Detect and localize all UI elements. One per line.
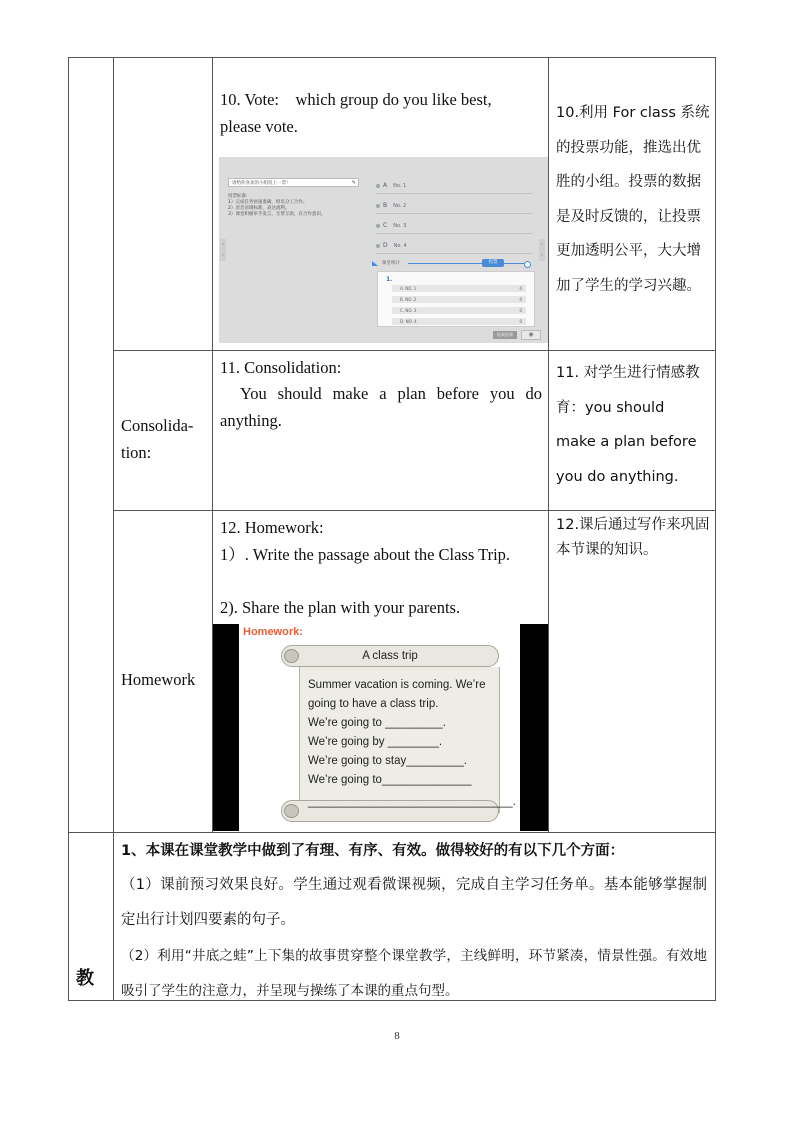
reflection-paragraph-2: （2）利用“井底之蛙”上下集的故事贯穿整个课堂教学，主线鲜明，环节紧凑，情景性强。有效地吸引了学生的注意力，并呈现与操练了本课的重点句型。 [121, 948, 707, 999]
vote-option: D No. 4 [376, 239, 532, 254]
vote-question-bar [228, 178, 359, 187]
homework-item-2: 2). Share the plan with your parents. [220, 598, 461, 617]
prev-arrow-icon: ‹ › [221, 241, 225, 259]
consolidation-body: You should make a plan before you do anything. [220, 384, 542, 430]
homework-note: 12.课后通过写作来巩固本节课的知识。 [556, 517, 710, 558]
vote-option: C No. 3 [376, 219, 532, 234]
vote-step-text: 10. Vote: which group do you like best, please vote. [220, 90, 492, 136]
stats-button: 投票 [482, 259, 504, 267]
next-arrow-icon: ‹ › [540, 241, 544, 259]
stats-knob [524, 261, 531, 268]
vote-results [377, 271, 535, 327]
reflection-side-char: 教 [76, 968, 94, 989]
vote-option: A No. 1 [376, 179, 532, 194]
stats-icon [372, 261, 378, 266]
page-number: 8 [394, 1030, 400, 1042]
scroll-curl-icon [284, 804, 299, 818]
result-row: D. NO. 4 0 [392, 318, 526, 325]
homework-item-1: 1）. Write the passage about the Class Trip. [220, 545, 511, 564]
scroll-line: We’re going to______________ [308, 774, 472, 786]
reflection-heading: 1、本课在课堂教学中做到了有理、有序、有效。做得较好的有以下几个方面： [121, 843, 625, 859]
vote-screenshot [219, 157, 548, 343]
scroll-line: We’re going by ________. [308, 736, 443, 748]
result-row: B. NO. 2 0 [392, 296, 526, 303]
vote-note: 10.利用 For class 系统的投票功能，推选出优胜的小组。投票的数据是及时反馈的，让投票更加透明公平，大大增加了学生的学习兴趣。 [556, 105, 710, 294]
eye-icon: ◉ [521, 330, 541, 340]
radio-icon [376, 204, 380, 208]
radio-icon [376, 224, 380, 228]
stats-label: 课堂统计 [382, 261, 400, 266]
homework-title: 12. Homework: [220, 518, 324, 537]
homework-stage-label: Homework [121, 670, 196, 689]
scroll-line: We’re going to stay_________. [308, 755, 467, 767]
homework-slide-heading: Homework: [243, 626, 303, 638]
homework-screenshot [213, 624, 548, 831]
edit-icon: ✎ [351, 180, 356, 186]
radio-icon [376, 244, 380, 248]
end-vote-button: 结束投票 [493, 331, 517, 339]
scroll-top [281, 645, 499, 667]
vote-question: 请给你喜欢的小组投上一票！ [232, 181, 291, 186]
scroll-title: A class trip [362, 650, 418, 662]
vote-rules: 投票标准: 1）完成任务快速准确，组员分工合作。 2）语音语调标准，表达流利。 3）课堂积极举手发言，互帮互助，有合作意识。 [228, 194, 326, 217]
homework-slide [239, 624, 520, 831]
radio-icon [376, 184, 380, 188]
reflection-paragraph-1: （1）课前预习效果良好。学生通过观看微课视频，完成自主学习任务单。基本能够掌握制定出行计划四要素的句子。 [121, 877, 707, 928]
result-row: A. NO. 1 0 [392, 285, 526, 292]
consolidation-note: 11. 对学生进行情感教育：you should make a plan before you do anything. [556, 365, 700, 485]
stats-bar [372, 259, 532, 269]
result-row: C. NO. 3 0 [392, 307, 526, 314]
scroll-line: Summer vacation is coming. We’re [308, 679, 486, 691]
scroll-line: going to have a class trip. [308, 698, 439, 710]
consolidation-stage-label: Consolida-tion: [121, 416, 194, 462]
scroll-line: We’re going to _________. [308, 717, 446, 729]
consolidation-title: 11. Consolidation: [220, 358, 342, 377]
vote-option: B No. 2 [376, 199, 532, 214]
result-number: 1. [386, 276, 393, 283]
stats-track [408, 263, 526, 264]
scroll-line: ________________________________. [308, 796, 516, 808]
